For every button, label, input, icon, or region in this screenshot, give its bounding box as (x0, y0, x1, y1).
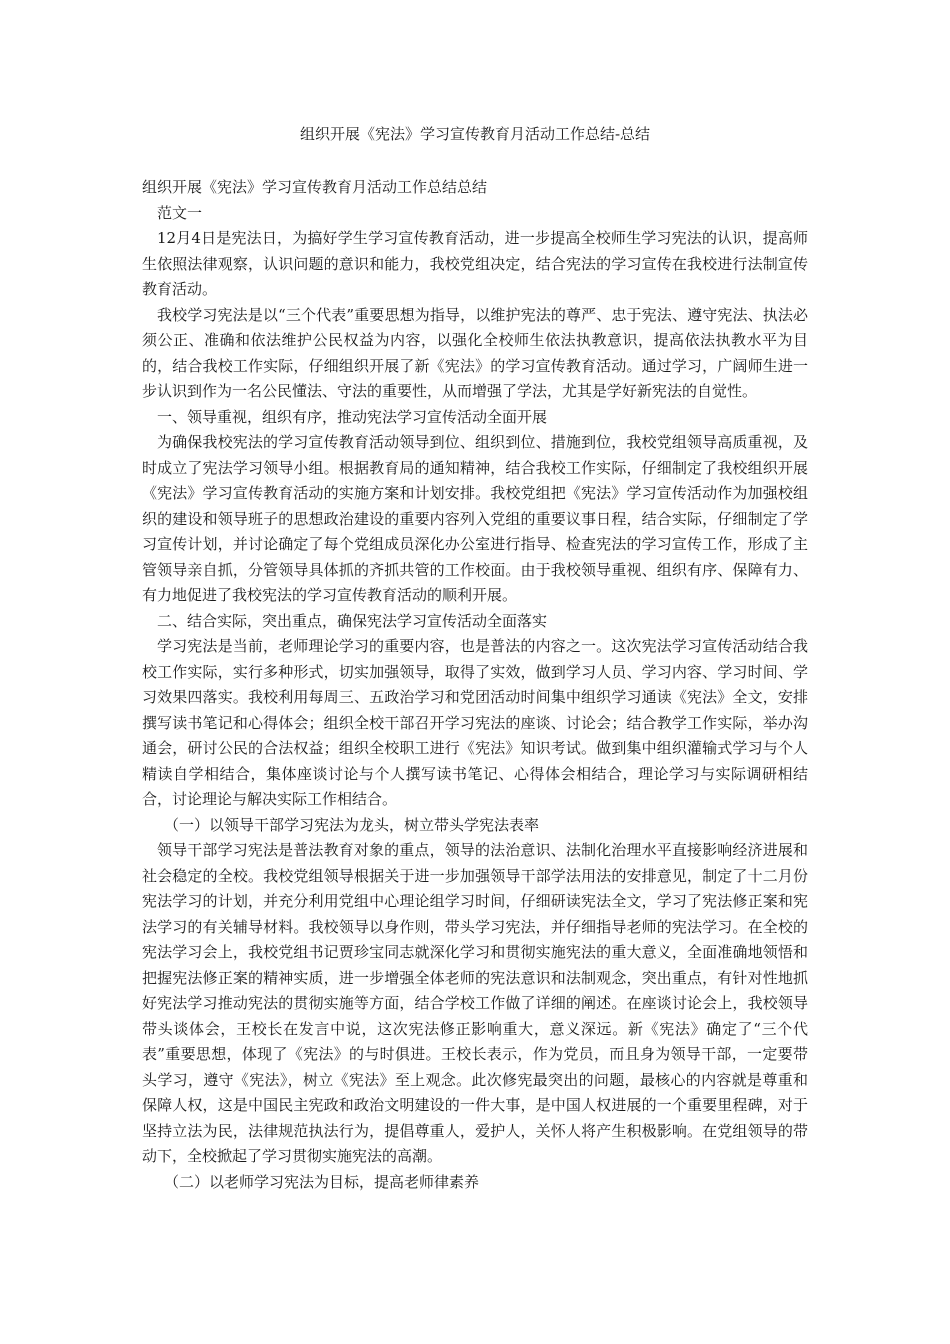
document-body (142, 175, 808, 1195)
body-paragraph: 为确保我校宪法的学习宣传教育活动领导到位、组织到位、措施到位，我校党组领导高质重视，及时成立了宪法学习领导小组。根据教育局的通知精神，结合我校工作实际，仔细制定了我校组织开展《宪法》学习宣传教育活动的实施方案和计划安排。我校党组把《宪法》学习宣传活动作为加强校组织的建设和领导班子的思想政治建设的重要内容列入党组的重要议事日程，结合实际，仔细制定了学习宣传计划，并讨论确定了每个党组成员深化办公室进行指导、检查宪法的学习宣传工作，形成了主管领导亲自抓，分管领导具体抓的齐抓共管的工作校面。由于我校领导重视、组织有序、保障有力、有力地促进了我校宪法的学习宣传教育活动的顺利开展。 (142, 433, 808, 604)
section-heading: 二、结合实际，突出重点，确保宪法学习宣传活动全面落实 (157, 611, 548, 630)
subsection-heading: （二）以老师学习宪法为目标，提高老师律素养 (164, 1172, 480, 1191)
document-title: 组织开展《宪法》学习宣传教育月活动工作总结-总结 (299, 125, 651, 143)
body-paragraph: 领导干部学习宪法是普法教育对象的重点，领导的法治意识、法制化治理水平直接影响经济进展和社会稳定的全校。我校党组领导根据关于进一步加强领导干部学法用法的安排意见，制定了十二月份宪法学习的计划，并充分利用党组中心理论组学习时间，仔细研读宪法全文，学习了宪法修正案和宪法学习的有关辅导材料。我校领导以身作则，带头学习宪法，并仔细指导老师的宪法学习。在全校的宪法学习会上，我校党组书记贾珍宝同志就深化学习和贯彻实施宪法的重大意义，全面准确地领悟和把握宪法修正案的精神实质，进一步增强全体老师的宪法意识和法制观念，突出重点，有针对性地抓好宪法学习推动宪法的贯彻实施等方面，结合学校工作做了详细的阐述。在座谈讨论会上，我校领导带头谈体会，王校长在发言中说，这次宪法修正影响重大，意义深远。新《宪法》确定了“三个代表”重要思想，体现了《宪法》的与时俱进。王校长表示，作为党员，而且身为领导干部，一定要带头学习，遵守《宪法》，树立《宪法》至上观念。此次修宪最突出的问题，最核心的内容就是尊重和保障人权，这是中国民主宪政和政治文明建设的一件大事，是中国人权进展的一个重要里程碑，对于坚持立法为民，法律规范执法行为，提倡尊重人，爱护人，关怀人将产生积极影响。在党组领导的带动下，全校掀起了学习贯彻实施宪法的高潮。 (142, 841, 808, 1165)
subsection-heading: （一）以领导干部学习宪法为龙头，树立带头学宪法表率 (164, 815, 540, 834)
body-paragraph: 我校学习宪法是以“三个代表”重要思想为指导，以维护宪法的尊严、忠于宪法、遵守宪法、执法必须公正、准确和依法维护公民权益为内容，以强化全校师生依法执教意识，提高依法执教水平为目的，结合我校工作实际，仔细组织开展了新《宪法》的学习宣传教育活动。通过学习，广阔师生进一步认识到作为一名公民懂法、守法的重要性，从而增强了学法，尤其是学好新宪法的自觉性。 (142, 305, 808, 400)
body-paragraph: 12月4日是宪法日，为搞好学生学习宣传教育活动，进一步提高全校师生学习宪法的认识，提高师生依照法律观察，认识问题的意识和能力，我校党组决定，结合宪法的学习宣传在我校进行法制宣传教育活动。 (142, 229, 808, 298)
sample-label: 范文一 (157, 203, 203, 222)
body-paragraph: 学习宪法是当前，老师理论学习的重要内容，也是普法的内容之一。这次宪法学习宣传活动结合我校工作实际，实行多种形式，切实加强领导，取得了实效，做到学习人员、学习内容、学习时间、学习效果四落实。我校利用每周三、五政治学习和党团活动时间集中组织学习通读《宪法》全文，安排撰写读书笔记和心得体会；组织全校干部召开学习宪法的座谈、讨论会；结合教学工作实际，举办沟通会，研讨公民的合法权益；组织全校职工进行《宪法》知识考试。做到集中组织灌输式学习与个人精读自学相结合，集体座谈讨论与个人撰写读书笔记、心得体会相结合，理论学习与实际调研相结合，讨论理论与解决实际工作相结合。 (142, 637, 808, 808)
section-heading: 一、领导重视，组织有序，推动宪法学习宣传活动全面开展 (157, 407, 548, 426)
subtitle-line: 组织开展《宪法》学习宣传教育月活动工作总结总结 (142, 178, 488, 196)
